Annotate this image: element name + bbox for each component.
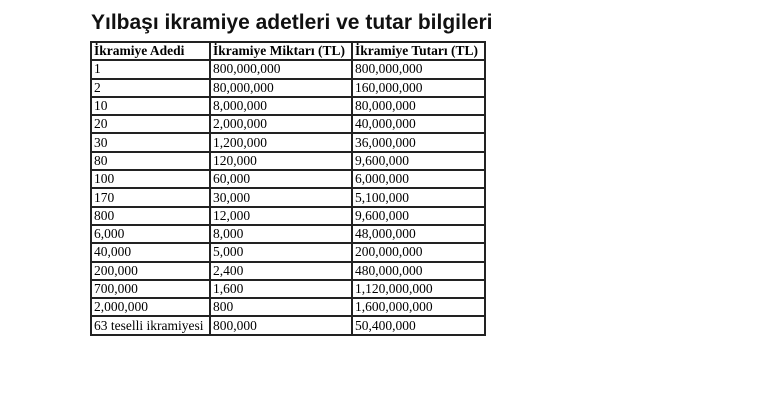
cell-prize-amount: 1,600 (210, 280, 352, 298)
header-prize-total: İkramiye Tutarı (TL) (352, 42, 485, 60)
cell-prize-count: 20 (91, 115, 210, 133)
cell-prize-count: 6,000 (91, 225, 210, 243)
cell-prize-count: 800 (91, 207, 210, 225)
cell-prize-total: 40,000,000 (352, 115, 485, 133)
cell-prize-amount: 800 (210, 298, 352, 316)
cell-prize-count: 1 (91, 60, 210, 78)
cell-prize-amount: 120,000 (210, 152, 352, 170)
table-header-row (91, 42, 485, 60)
table-row (91, 97, 485, 115)
cell-prize-count: 2 (91, 79, 210, 97)
cell-prize-amount: 8,000,000 (210, 97, 352, 115)
table-row (91, 298, 485, 316)
cell-prize-amount: 80,000,000 (210, 79, 352, 97)
cell-prize-count: 40,000 (91, 243, 210, 261)
cell-prize-amount: 1,200,000 (210, 133, 352, 151)
table-row (91, 79, 485, 97)
cell-prize-amount: 8,000 (210, 225, 352, 243)
header-prize-count: İkramiye Adedi (91, 42, 210, 60)
table-row (91, 152, 485, 170)
cell-prize-count: 30 (91, 133, 210, 151)
cell-prize-count: 10 (91, 97, 210, 115)
cell-prize-total: 1,600,000,000 (352, 298, 485, 316)
cell-prize-count: 100 (91, 170, 210, 188)
cell-prize-amount: 800,000,000 (210, 60, 352, 78)
cell-prize-amount: 30,000 (210, 188, 352, 206)
cell-prize-count: 700,000 (91, 280, 210, 298)
cell-prize-total: 36,000,000 (352, 133, 485, 151)
table-row (91, 262, 485, 280)
cell-prize-total: 80,000,000 (352, 97, 485, 115)
table-row (91, 243, 485, 261)
table-row (91, 225, 485, 243)
cell-prize-total: 9,600,000 (352, 152, 485, 170)
cell-prize-amount: 800,000 (210, 316, 352, 334)
table-row (91, 60, 485, 78)
cell-prize-amount: 5,000 (210, 243, 352, 261)
table-row (91, 133, 485, 151)
cell-prize-total: 200,000,000 (352, 243, 485, 261)
table-row (91, 207, 485, 225)
prize-table (90, 41, 486, 336)
header-prize-amount: İkramiye Miktarı (TL) (210, 42, 352, 60)
table-row (91, 316, 485, 334)
table-row (91, 170, 485, 188)
cell-prize-count: 2,000,000 (91, 298, 210, 316)
cell-prize-total: 160,000,000 (352, 79, 485, 97)
cell-prize-total: 480,000,000 (352, 262, 485, 280)
cell-prize-total: 5,100,000 (352, 188, 485, 206)
cell-prize-total: 50,400,000 (352, 316, 485, 334)
table-row (91, 115, 485, 133)
cell-prize-total: 48,000,000 (352, 225, 485, 243)
cell-prize-count: 170 (91, 188, 210, 206)
cell-prize-amount: 60,000 (210, 170, 352, 188)
cell-prize-total: 9,600,000 (352, 207, 485, 225)
cell-prize-total: 6,000,000 (352, 170, 485, 188)
cell-prize-amount: 12,000 (210, 207, 352, 225)
cell-prize-count: 200,000 (91, 262, 210, 280)
table-row (91, 280, 485, 298)
table-body (91, 60, 485, 334)
cell-prize-count: 63 teselli ikramiyesi (91, 316, 210, 334)
page-title: Yılbaşı ikramiye adetleri ve tutar bilgileri (91, 11, 493, 34)
cell-prize-total: 800,000,000 (352, 60, 485, 78)
cell-prize-amount: 2,400 (210, 262, 352, 280)
cell-prize-count: 80 (91, 152, 210, 170)
cell-prize-amount: 2,000,000 (210, 115, 352, 133)
cell-prize-total: 1,120,000,000 (352, 280, 485, 298)
table-row (91, 188, 485, 206)
